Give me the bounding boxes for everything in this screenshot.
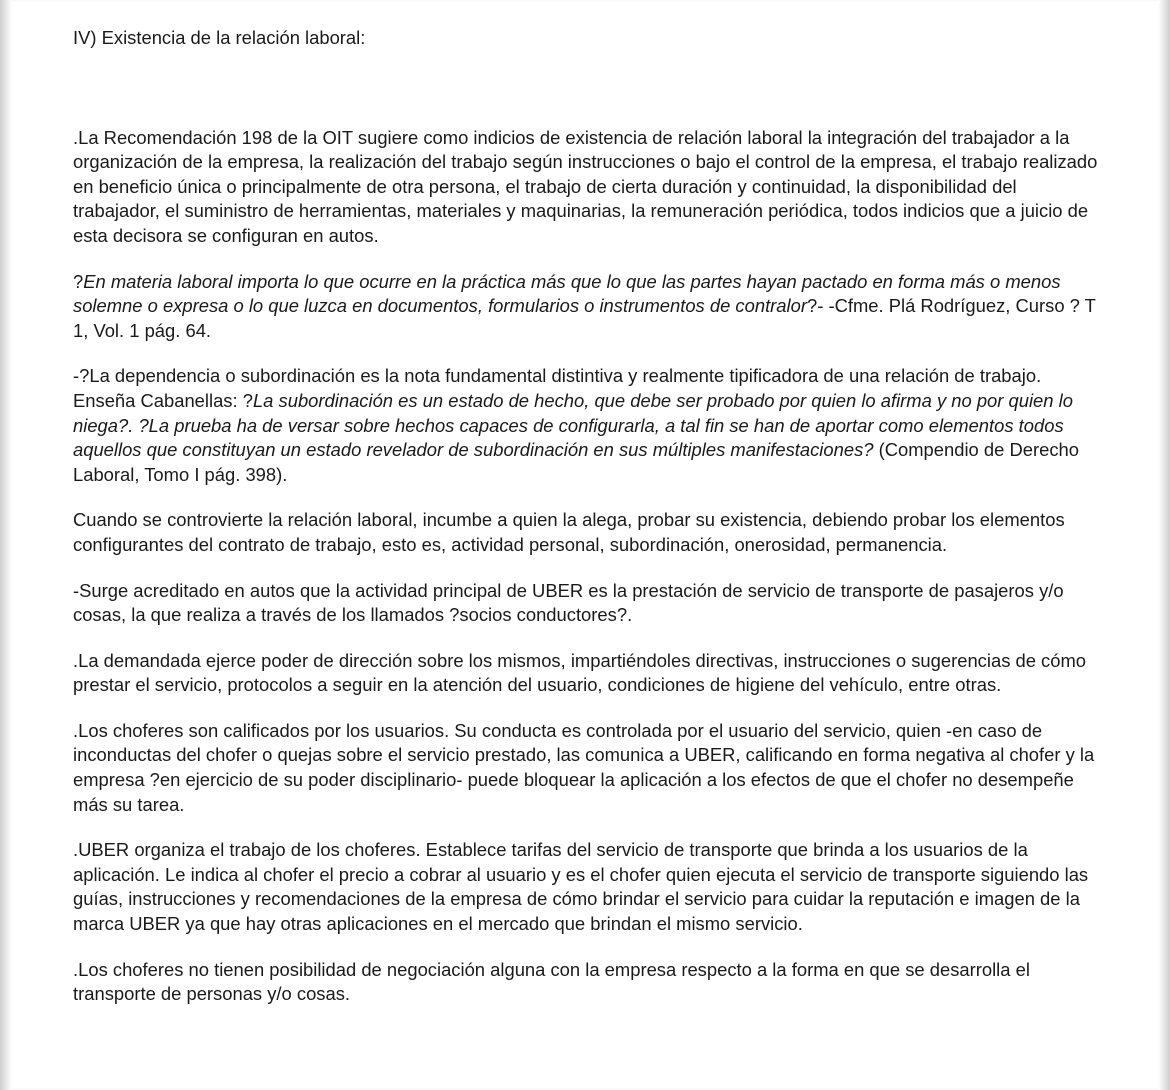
paragraph-oit-recommendation: .La Recomendación 198 de la OIT sugiere como indicios de existencia de relación laboral la integración del trabajador a la organización de la empresa, la realización del trabajo según instrucciones o bajo el control de la empresa, el trabajo realizado en beneficio única o principalmente de otra persona, el trabajo de cierta duración y continuidad, la disponibilidad del trabajador, el suministro de herramientas, materiales y maquinarias, la remuneración periódica, todos indicios que a juicio de esta decisora se configuran en autos. (73, 126, 1098, 246)
paragraph-cabanellas-quote (73, 364, 1103, 487)
section-heading: IV) Existencia de la relación laboral: (73, 27, 366, 48)
quote-citation: (Compendio de Derecho Laboral, Tomo I pág. 398). (73, 439, 1079, 485)
paragraph-burden-of-proof: Cuando se controvierte la relación laboral, incumbe a quien la alega, probar su existencia, debiendo probar los elementos configurantes del contrato de trabajo, esto es, actividad personal, subordinación, onerosidad, permanencia. (73, 509, 1065, 555)
quote-citation: ?- -Cfme. Plá Rodríguez, Curso ? T 1, Vol. 1 pág. 64. (73, 295, 1096, 341)
paragraph-uber-organizes-work: .UBER organiza el trabajo de los choferes. Establece tarifas del servicio de transporte que brinda a los usuarios de la aplicación. Le indica al chofer el precio a cobrar al usuario y es el chofer quien ejecuta el servicio de transporte siguiendo las guías, instrucciones y recomendaciones de la empresa de cómo brindar el servicio para cuidar la reputación e imagen de la marca UBER ya que hay otras aplicaciones en el mercado que brindan el mismo servicio. (73, 839, 1089, 935)
paragraph-driver-ratings: .Los choferes son calificados por los usuarios. Su conducta es controlada por el usuario del servicio, quien -en caso de inconductas del chofer o quejas sobre el servicio prestado, las comunica a UBER, calificando en forma negativa al chofer y la empresa ?en ejercicio de su poder disciplinario- puede bloquear la aplicación a los efectos de que el chofer no desempeñe más su tarea. (73, 719, 1095, 815)
paragraph-uber-activity: -Surge acreditado en autos que la actividad principal de UBER es la prestación de servicio de transporte de pasajeros y/o cosas, la que realiza a través de los llamados ?socios conductores?. (73, 579, 1064, 626)
quote-intro: -?La dependencia o subordinación es la nota fundamental distintiva y realmente tipificadora de una relación de trabajo. Enseña Cabanellas: ? (73, 365, 1042, 411)
page-left-edge (0, 0, 12, 1090)
paragraph-no-negotiation: .Los choferes no tienen posibilidad de negociación alguna con la empresa respecto a la forma en que se desarrolla el transporte de personas y/o cosas. (73, 958, 1030, 1005)
quote-text: La subordinación es un estado de hecho, que debe ser probado por quien lo afirma y no por quien lo niega?. ?La prueba ha de versar sobre hechos capaces de configurarla, a tal fin se han de aportar como elementos todos aquellos que constituyan un estado revelador de subordinación en sus múltiples manifestaciones? (73, 389, 1073, 461)
document-body (73, 26, 1103, 1028)
quote-open-mark: ? (73, 270, 84, 292)
quote-text: En materia laboral importa lo que ocurre en la práctica más que lo que las partes hayan pactado en forma más o menos solemne o expresa o lo que luzca en documentos, formularios o instrumentos de contralor (73, 270, 1061, 317)
page-right-edge (1158, 0, 1170, 1090)
paragraph-direction-power: .La demandada ejerce poder de dirección sobre los mismos, impartiéndoles directivas, instrucciones o sugerencias de cómo prestar el servicio, protocolos a seguir en la atención del usuario, condiciones de higiene del vehículo, entre otras. (73, 649, 1087, 696)
paragraph-pla-rodriguez-quote (73, 270, 1103, 344)
